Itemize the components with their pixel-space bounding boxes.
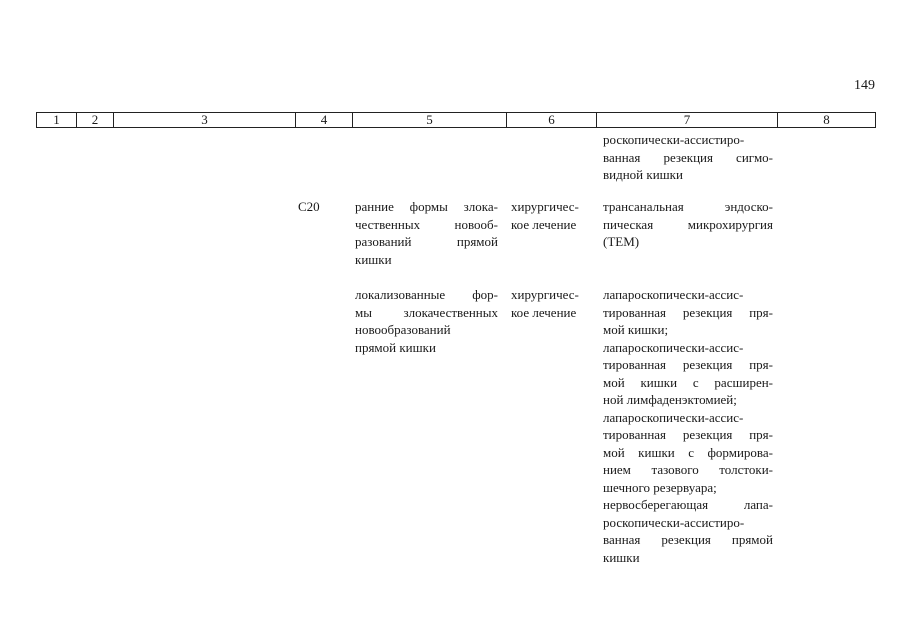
text-line: (ТЕМ) xyxy=(603,234,640,249)
text-line: роскопически-ассистиро- xyxy=(603,514,745,530)
text-line: кишки xyxy=(355,251,392,267)
text-line: роскопически-ассистиро- xyxy=(603,132,745,147)
condition-cell xyxy=(355,198,498,268)
text-line: кое лечение xyxy=(511,304,577,320)
text-line: ранние формы злока- xyxy=(355,199,498,214)
text-line: тированная резекция пря- xyxy=(603,304,773,320)
continued-method-cell xyxy=(603,131,773,184)
text-line: мы злокачественных xyxy=(355,304,498,320)
text-line: ной лимфаденэктомией; xyxy=(603,392,737,407)
text-line: нием тазового толстоки- xyxy=(603,462,773,477)
header-col-2: 2 xyxy=(76,113,113,127)
text-line: лапароскопически-ассис- xyxy=(603,339,744,355)
header-col-5: 5 xyxy=(352,113,506,127)
header-col-6: 6 xyxy=(506,113,596,127)
text-line: пическая микрохирургия xyxy=(603,216,773,232)
text-line: мой кишки с расширен- xyxy=(603,374,773,390)
text-line: кое лечение xyxy=(511,216,577,232)
text-line: тированная резекция пря- xyxy=(603,357,773,372)
text-line: локализованные фор- xyxy=(355,287,498,302)
condition-cell xyxy=(355,286,498,356)
header-col-3: 3 xyxy=(113,113,295,127)
text-line: мой кишки; xyxy=(603,322,669,337)
text-line: лапароскопически-ассис- xyxy=(603,287,744,302)
text-line: трансанальная эндоско- xyxy=(603,199,773,214)
text-line: ванная резекция сигмо- xyxy=(603,149,773,165)
method-cell xyxy=(603,198,773,251)
text-line: лапароскопически-ассис- xyxy=(603,409,744,425)
page-number: 149 xyxy=(854,78,875,93)
text-line: хирургичес- xyxy=(511,199,579,214)
table-header-row xyxy=(36,112,876,128)
header-col-1: 1 xyxy=(53,112,60,127)
text-line: новообразований xyxy=(355,322,451,337)
treatment-cell xyxy=(511,286,591,321)
header-col-7: 7 xyxy=(596,113,777,127)
text-line: мой кишки с формирова- xyxy=(603,444,773,460)
text-line: хирургичес- xyxy=(511,287,579,302)
text-line: шечного резервуара; xyxy=(603,479,717,495)
text-line: тированная резекция пря- xyxy=(603,427,773,442)
text-line: видной кишки xyxy=(603,167,683,182)
header-col-8: 8 xyxy=(777,113,875,127)
text-line: кишки xyxy=(603,549,640,565)
method-cell xyxy=(603,286,773,566)
header-col-4: 4 xyxy=(295,113,352,127)
text-line: чественных новооб- xyxy=(355,216,498,232)
text-line: прямой кишки xyxy=(355,339,436,355)
treatment-cell xyxy=(511,198,591,233)
text-line: ванная резекция прямой xyxy=(603,532,773,547)
text-line: нервосберегающая лапа- xyxy=(603,497,773,512)
code-cell: C20 xyxy=(298,199,320,214)
text-line: разований прямой xyxy=(355,234,498,249)
